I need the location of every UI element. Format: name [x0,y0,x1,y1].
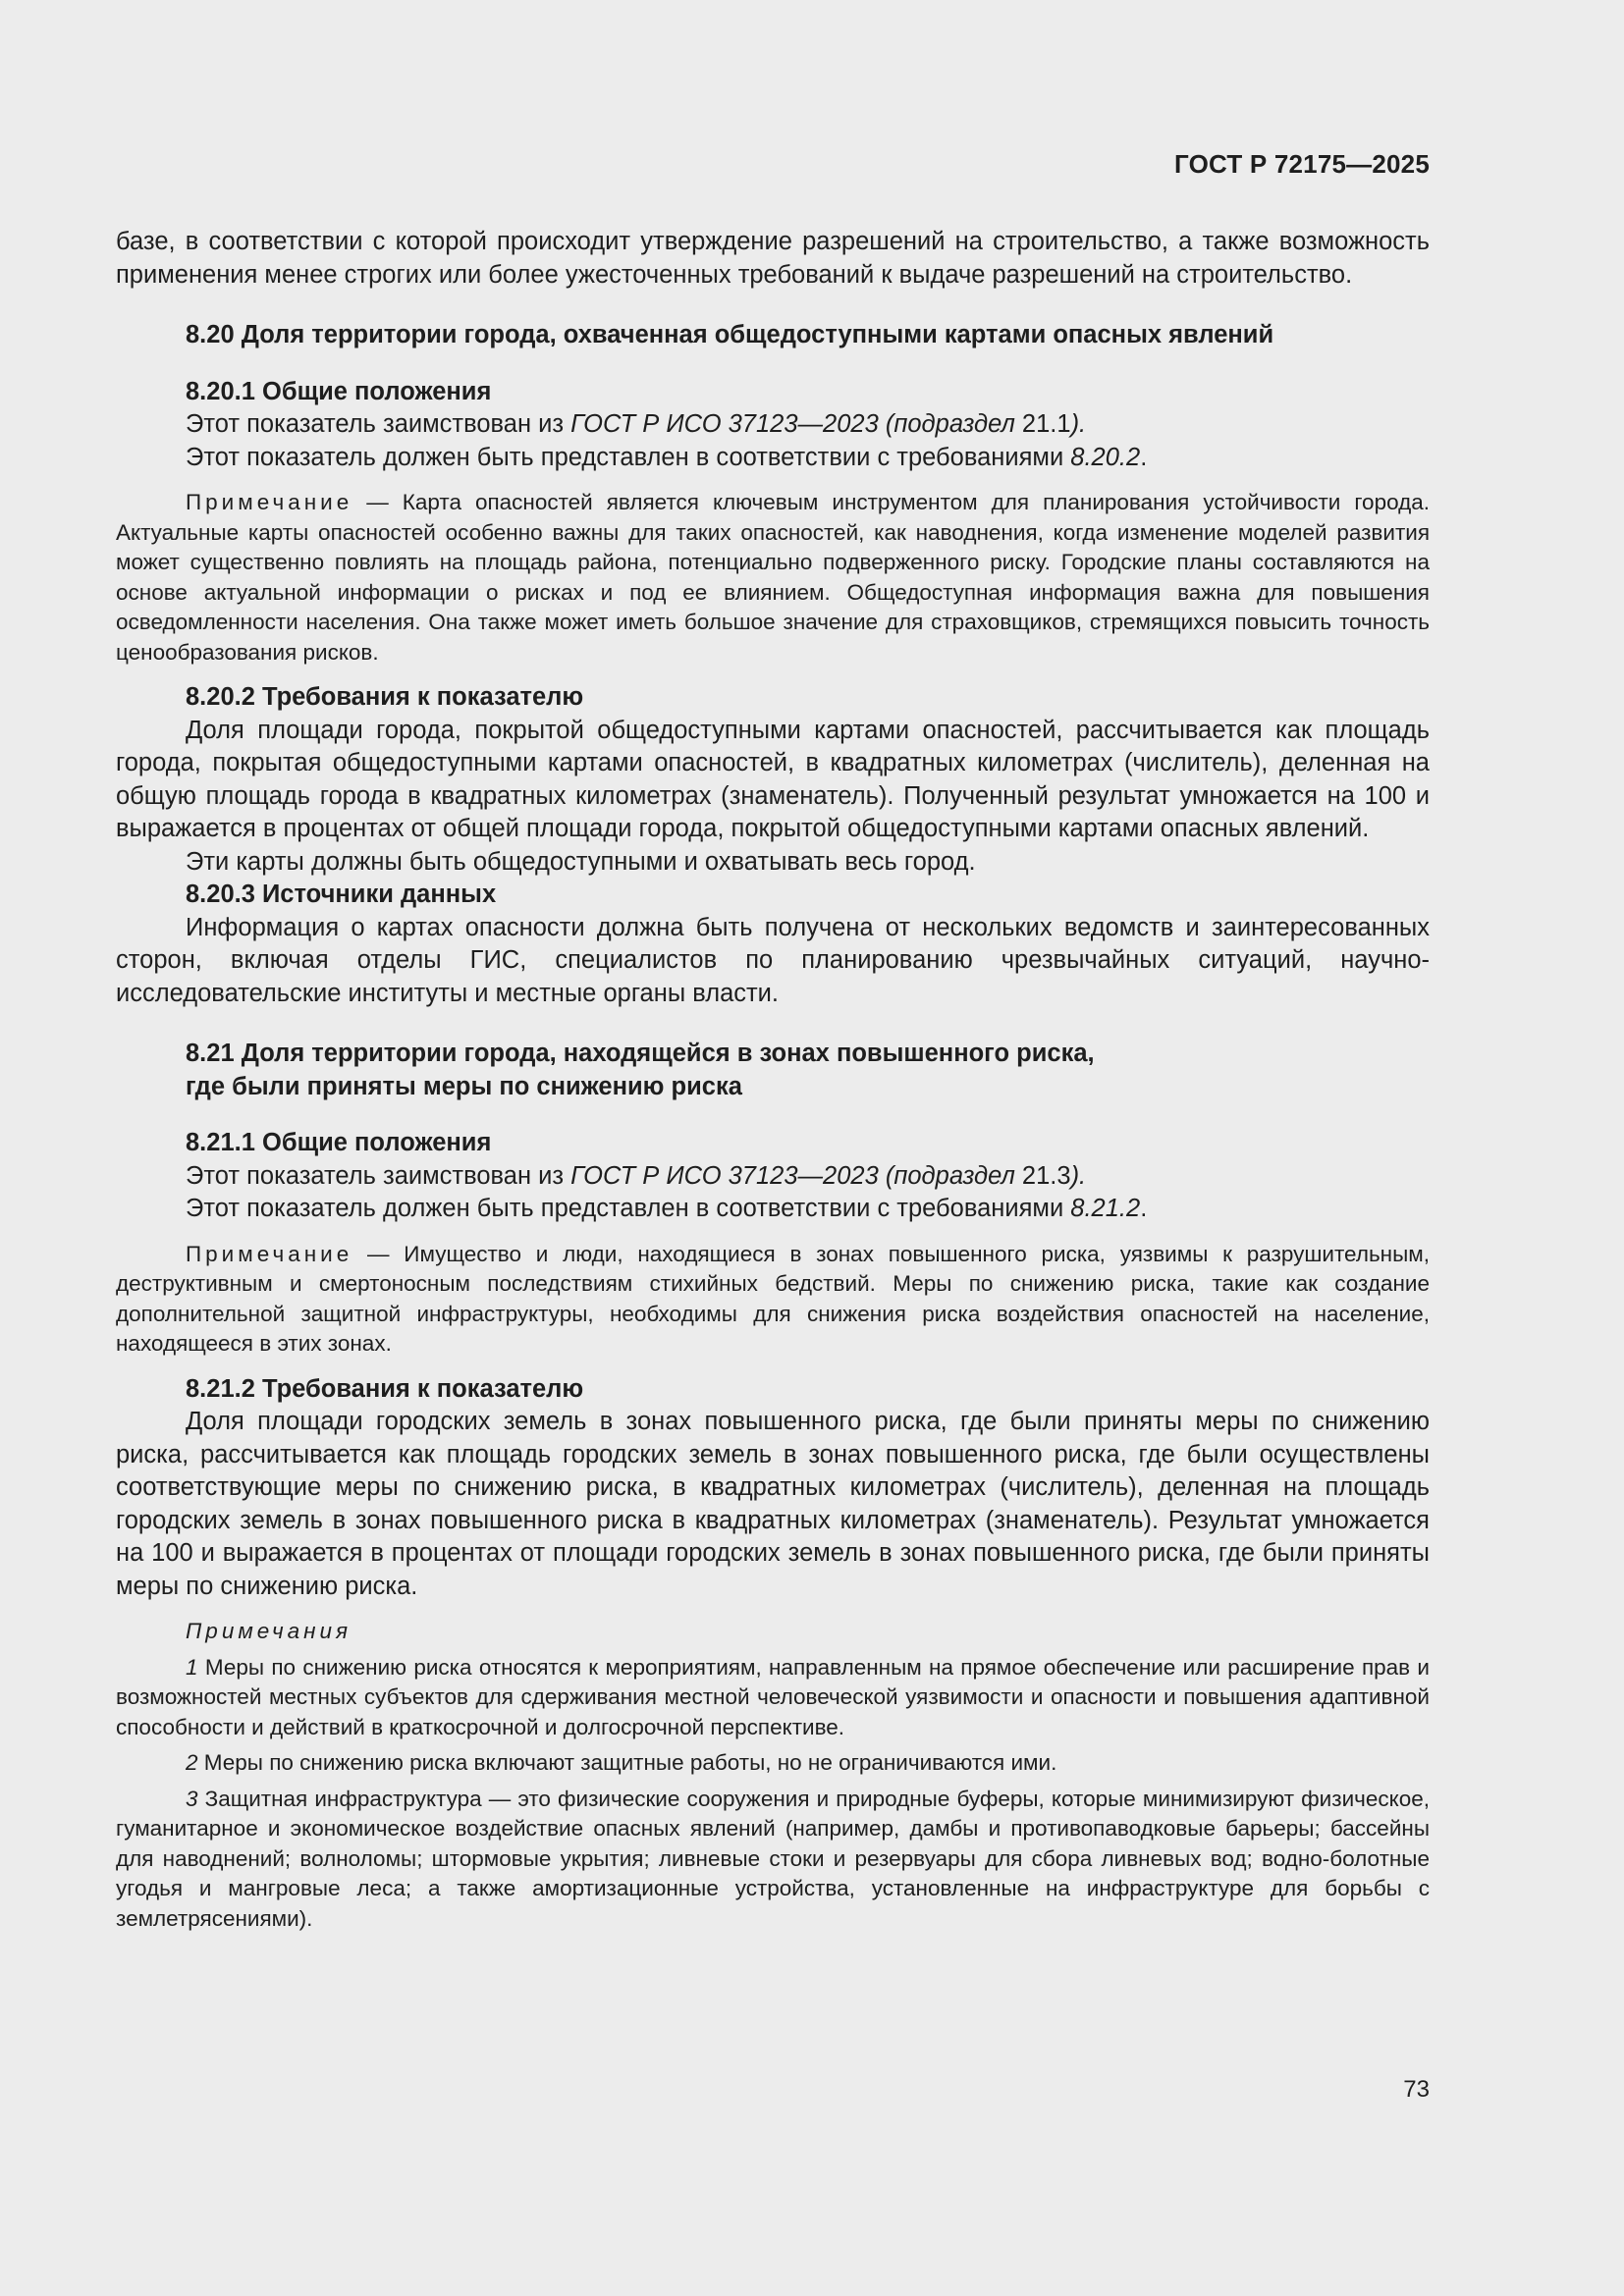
note-number: 3 [186,1786,198,1811]
note-item [116,1748,1430,1779]
note-text: — Имущество и люди, находящиеся в зонах повышенного риска, уязвимы к разрушительным, деструктивным и смертоносным последствиям стихийных бедствий. Меры по снижению риска, такие как создание дополнительной защитной инфраструктуры, необходимы для снижения риска воздействия опасностей на население, находящееся в этих зонах. [116,1241,1430,1356]
paragraph: Информация о картах опасности должна быть получена от нескольких ведомств и заинтересованных сторон, включая отделы ГИС, специалистов по планированию чрезвычайных ситуаций, научно-исследовательские институты и местные органы власти. [116,913,1430,1007]
note-text: Меры по снижению риска включают защитные работы, но не ограничиваются ими. [197,1750,1057,1775]
paragraph: Доля площади города, покрытой общедоступными картами опасностей, рассчитывается как площадь города, покрытая общедоступными картами опасностей, в квадратных километрах (числитель), деленная на общую площадь города в квадратных километрах (знаменатель). Полученный результат умножается на 100 и выражается в процентах от общей площади города, покрытой общедоступными картами опасных явлений. [116,716,1430,842]
document-page [116,0,1430,2296]
subsection-number: 21.1 [1021,410,1071,438]
note-text: — Карта опасностей является ключевым инструментом для планирования устойчивости города. Актуальные карты опасностей особенно важны для таких опасностей, как наводнения, когда изменение моделей развития может существенно повлиять на площадь района, потенциально подверженного риску. Городские планы составляются на основе актуальной информации о рисках и под ее влиянием. Общедоступная информация важна для повышения осведомленности населения. Она также может иметь большое значение для страховщиков, стремящихся повысить точность ценообразования рисков. [116,490,1430,665]
note-text: Защитная инфраструктура — это физические сооружения и природные буферы, которые минимизируют физическое, гуманитарное и экономическое воздействие опасных явлений (например, дамбы и противопаводковые барьеры; бассейны для наводнений; волноломы; штормовые укрытия; ливневые стоки и резервуары для сбора ливневых вод; водно-болотные угодья и мангровые леса; а также амортизационные устройства, установленные на инфраструктуре для борьбы с землетрясениями). [116,1786,1430,1931]
note-8-21-1 [116,1240,1430,1360]
text: Этот показатель заимствован из [186,410,571,438]
requirements-reference-line [116,442,1430,475]
heading-line: 8.21 Доля территории города, находящейся в зонах повышенного риска, [186,1040,1095,1067]
text: . [1140,1195,1148,1222]
document-body [116,226,1430,1934]
section-8-21-2-heading: 8.21.2 Требования к показателю [186,1374,584,1403]
source-reference-line [116,1160,1430,1194]
heading-line: где были приняты меры по снижению риска [186,1072,742,1100]
document-header: ГОСТ Р 72175—2025 [1174,149,1430,179]
section-8-20-1-heading: 8.20.1 Общие положения [186,377,492,405]
source-reference-line [116,408,1430,442]
text: Этот показатель заимствован из [186,1161,571,1190]
clause-reference: 8.21.2 [1070,1195,1141,1222]
note-label: Примечание [186,490,353,514]
section-8-21-1-heading: 8.21.1 Общие положения [186,1129,492,1156]
text: Этот показатель должен быть представлен в соответствии с требованиями [186,443,1071,471]
notes-heading: Примечания [186,1619,352,1643]
clause-reference: 8.20.2 [1070,443,1141,471]
note-item [116,1785,1430,1935]
standard-reference: ГОСТ Р ИСО 37123—2023 (подраздел [570,1161,1022,1190]
note-8-20-1 [116,488,1430,667]
text: ). [1070,1161,1087,1190]
text: . [1140,443,1148,471]
paragraph-continuation: базе, в соответствии с которой происходит утверждение разрешений на строительство, а также возможность применения менее строгих или более ужесточенных требований к выдаче разрешений на строительство. [116,228,1430,289]
note-label: Примечание [186,1241,353,1266]
section-8-20-heading: 8.20 Доля территории города, охваченная общедоступными картами опасных явлений [186,321,1274,348]
text: Этот показатель должен быть представлен в соответствии с требованиями [186,1195,1071,1222]
text: ). [1070,410,1087,438]
note-item [116,1653,1430,1743]
section-8-21-heading [116,1038,1430,1103]
standard-reference: ГОСТ Р ИСО 37123—2023 (подраздел [570,410,1022,438]
subsection-number: 21.3 [1021,1161,1071,1190]
note-text: Меры по снижению риска относятся к мероприятиям, направленным на прямое обеспечение или расширение прав и возможностей местных субъектов для сдерживания местной человеческой уязвимости и опасности и повышения адаптивной способности и действий в краткосрочной и долгосрочной перспективе. [116,1654,1430,1739]
requirements-reference-line [116,1193,1430,1226]
paragraph: Доля площади городских земель в зонах повышенного риска, где были приняты меры по снижению риска, рассчитывается как площадь городских земель в зонах повышенного риска, где были осуществлены соответствующие меры по снижению риска, в квадратных километрах (числитель), деленная на площадь городских земель в зонах повышенного риска в квадратных километрах (знаменатель). Результат умножается на 100 и выражается в процентах от площади городских земель в зонах повышенного риска, где были приняты меры по снижению риска. [116,1408,1430,1600]
section-8-20-3-heading: 8.20.3 Источники данных [186,881,497,908]
paragraph: Эти карты должны быть общедоступными и охватывать весь город. [186,847,976,876]
section-8-20-2-heading: 8.20.2 Требования к показателю [186,683,584,711]
note-number: 1 [186,1654,198,1680]
page-number: 73 [1403,2076,1430,2103]
note-number: 2 [186,1750,198,1775]
